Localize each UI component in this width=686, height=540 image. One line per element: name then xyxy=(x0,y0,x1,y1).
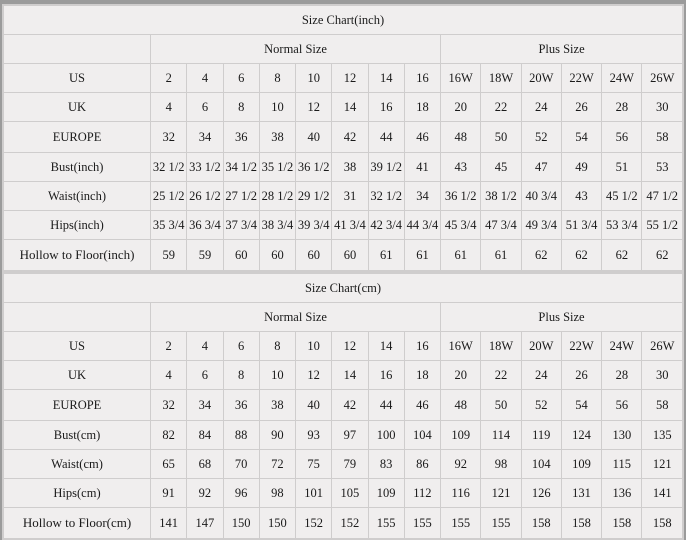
cell: 100 xyxy=(368,421,404,450)
cell: 121 xyxy=(642,450,683,479)
cell: 44 3/4 xyxy=(404,211,440,240)
chart-title: Size Chart(inch) xyxy=(4,6,683,35)
cell: 114 xyxy=(481,421,521,450)
cell: 6 xyxy=(187,93,223,122)
cell: 42 xyxy=(332,390,368,421)
cell: 68 xyxy=(187,450,223,479)
cell: 4 xyxy=(187,64,223,93)
cell: 30 xyxy=(642,93,683,122)
cell: 26 1/2 xyxy=(187,182,223,211)
cell: 6 xyxy=(223,64,259,93)
cell: 60 xyxy=(296,240,332,271)
cell: 50 xyxy=(481,390,521,421)
cell: 26W xyxy=(642,332,683,361)
cell: 155 xyxy=(441,508,481,539)
table-row xyxy=(4,479,683,508)
cell: 2 xyxy=(151,64,187,93)
cell: 116 xyxy=(441,479,481,508)
cell: 61 xyxy=(404,240,440,271)
cell: 14 xyxy=(332,93,368,122)
cell: 155 xyxy=(481,508,521,539)
cell: 34 1/2 xyxy=(223,153,259,182)
cell: 121 xyxy=(481,479,521,508)
cell: 92 xyxy=(441,450,481,479)
cell: 16 xyxy=(368,361,404,390)
cell: 12 xyxy=(296,361,332,390)
cell: 22 xyxy=(481,361,521,390)
cell: 38 xyxy=(259,122,295,153)
group-header-plus: Plus Size xyxy=(441,303,683,332)
cell: 126 xyxy=(521,479,561,508)
cell: 115 xyxy=(602,450,642,479)
cell: 12 xyxy=(332,64,368,93)
cell: 12 xyxy=(332,332,368,361)
cell: 33 1/2 xyxy=(187,153,223,182)
cell: 39 3/4 xyxy=(296,211,332,240)
row-label: Waist(inch) xyxy=(4,182,151,211)
cell: 158 xyxy=(521,508,561,539)
cell: 10 xyxy=(296,332,332,361)
cell: 20 xyxy=(441,361,481,390)
cell: 97 xyxy=(332,421,368,450)
cell: 152 xyxy=(332,508,368,539)
cell: 14 xyxy=(368,332,404,361)
cell: 10 xyxy=(296,64,332,93)
table-row xyxy=(4,508,683,539)
table-row xyxy=(4,361,683,390)
cell: 16W xyxy=(441,64,481,93)
cell: 51 3/4 xyxy=(561,211,601,240)
cell: 109 xyxy=(441,421,481,450)
chart-group-header-row xyxy=(4,35,683,64)
chart-title-row xyxy=(4,274,683,303)
group-header-normal: Normal Size xyxy=(151,303,441,332)
cell: 88 xyxy=(223,421,259,450)
cell: 93 xyxy=(296,421,332,450)
cell: 131 xyxy=(561,479,601,508)
cell: 56 xyxy=(602,390,642,421)
cell: 109 xyxy=(368,479,404,508)
cell: 86 xyxy=(404,450,440,479)
cell: 46 xyxy=(404,390,440,421)
row-label: Waist(cm) xyxy=(4,450,151,479)
table-row xyxy=(4,240,683,271)
cell: 8 xyxy=(259,332,295,361)
cell: 75 xyxy=(296,450,332,479)
cell: 53 xyxy=(642,153,683,182)
cell: 61 xyxy=(441,240,481,271)
cell: 45 xyxy=(481,153,521,182)
cell: 29 1/2 xyxy=(296,182,332,211)
cell: 16 xyxy=(404,332,440,361)
cell: 104 xyxy=(404,421,440,450)
cell: 60 xyxy=(223,240,259,271)
cell: 36 1/2 xyxy=(296,153,332,182)
cell: 72 xyxy=(259,450,295,479)
cell: 34 xyxy=(404,182,440,211)
row-label: Hollow to Floor(inch) xyxy=(4,240,151,271)
cell: 50 xyxy=(481,122,521,153)
cell: 84 xyxy=(187,421,223,450)
cell: 98 xyxy=(481,450,521,479)
cell: 155 xyxy=(404,508,440,539)
cell: 37 3/4 xyxy=(223,211,259,240)
cell: 96 xyxy=(223,479,259,508)
group-header-normal: Normal Size xyxy=(151,35,441,64)
cell: 8 xyxy=(223,361,259,390)
cell: 119 xyxy=(521,421,561,450)
cell: 26W xyxy=(642,64,683,93)
table-row xyxy=(4,93,683,122)
cell: 41 3/4 xyxy=(332,211,368,240)
cell: 32 1/2 xyxy=(151,153,187,182)
cell: 109 xyxy=(561,450,601,479)
cell: 130 xyxy=(602,421,642,450)
cell: 70 xyxy=(223,450,259,479)
cell: 35 3/4 xyxy=(151,211,187,240)
cell: 34 xyxy=(187,122,223,153)
cell: 62 xyxy=(642,240,683,271)
cell: 2 xyxy=(151,332,187,361)
cell: 61 xyxy=(481,240,521,271)
cell: 25 1/2 xyxy=(151,182,187,211)
cell: 152 xyxy=(296,508,332,539)
cell: 36 1/2 xyxy=(441,182,481,211)
cell: 45 3/4 xyxy=(441,211,481,240)
cell: 10 xyxy=(259,93,295,122)
cell: 135 xyxy=(642,421,683,450)
cell: 79 xyxy=(332,450,368,479)
cell: 32 xyxy=(151,122,187,153)
cell: 53 3/4 xyxy=(602,211,642,240)
row-label: EUROPE xyxy=(4,390,151,421)
cell: 101 xyxy=(296,479,332,508)
cell: 20 xyxy=(441,93,481,122)
cell: 32 xyxy=(151,390,187,421)
cell: 10 xyxy=(259,361,295,390)
cell: 40 xyxy=(296,122,332,153)
cell: 141 xyxy=(642,479,683,508)
cell: 40 3/4 xyxy=(521,182,561,211)
cell: 60 xyxy=(332,240,368,271)
cell: 48 xyxy=(441,390,481,421)
row-label-header xyxy=(4,35,151,64)
cell: 59 xyxy=(151,240,187,271)
cell: 150 xyxy=(259,508,295,539)
cell: 38 xyxy=(259,390,295,421)
cell: 35 1/2 xyxy=(259,153,295,182)
cell: 42 xyxy=(332,122,368,153)
table-row xyxy=(4,421,683,450)
cell: 141 xyxy=(151,508,187,539)
cell: 36 xyxy=(223,390,259,421)
cell: 91 xyxy=(151,479,187,508)
cell: 31 xyxy=(332,182,368,211)
cell: 47 1/2 xyxy=(642,182,683,211)
cell: 60 xyxy=(259,240,295,271)
cell: 49 3/4 xyxy=(521,211,561,240)
cell: 38 xyxy=(332,153,368,182)
cell: 4 xyxy=(187,332,223,361)
cell: 24 xyxy=(521,93,561,122)
cell: 38 3/4 xyxy=(259,211,295,240)
cell: 47 xyxy=(521,153,561,182)
cell: 20W xyxy=(521,64,561,93)
table-row xyxy=(4,122,683,153)
cell: 22W xyxy=(561,64,601,93)
table-row xyxy=(4,390,683,421)
cell: 58 xyxy=(642,122,683,153)
cell: 6 xyxy=(187,361,223,390)
cell: 34 xyxy=(187,390,223,421)
cell: 155 xyxy=(368,508,404,539)
row-label: Hollow to Floor(cm) xyxy=(4,508,151,539)
group-header-plus: Plus Size xyxy=(441,35,683,64)
cell: 28 xyxy=(602,361,642,390)
size-chart-inch-table xyxy=(3,5,683,271)
cell: 62 xyxy=(602,240,642,271)
cell: 14 xyxy=(332,361,368,390)
cell: 45 1/2 xyxy=(602,182,642,211)
cell: 22W xyxy=(561,332,601,361)
cell: 55 1/2 xyxy=(642,211,683,240)
row-label: US xyxy=(4,64,151,93)
cell: 150 xyxy=(223,508,259,539)
cell: 8 xyxy=(223,93,259,122)
cell: 59 xyxy=(187,240,223,271)
cell: 158 xyxy=(602,508,642,539)
cell: 39 1/2 xyxy=(368,153,404,182)
table-row xyxy=(4,450,683,479)
cell: 40 xyxy=(296,390,332,421)
cell: 54 xyxy=(561,122,601,153)
row-label: Hips(cm) xyxy=(4,479,151,508)
cell: 16W xyxy=(441,332,481,361)
cell: 20W xyxy=(521,332,561,361)
table-row xyxy=(4,64,683,93)
table-row xyxy=(4,153,683,182)
table-row xyxy=(4,182,683,211)
table-row xyxy=(4,211,683,240)
cell: 8 xyxy=(259,64,295,93)
cell: 90 xyxy=(259,421,295,450)
row-label-header xyxy=(4,303,151,332)
cell: 158 xyxy=(642,508,683,539)
cell: 83 xyxy=(368,450,404,479)
cell: 105 xyxy=(332,479,368,508)
cell: 104 xyxy=(521,450,561,479)
cell: 52 xyxy=(521,122,561,153)
cell: 14 xyxy=(368,64,404,93)
cell: 16 xyxy=(368,93,404,122)
cell: 62 xyxy=(561,240,601,271)
cell: 36 xyxy=(223,122,259,153)
size-chart-cm-table xyxy=(3,273,683,539)
cell: 16 xyxy=(404,64,440,93)
size-chart-inch xyxy=(2,4,684,272)
table-row xyxy=(4,332,683,361)
cell: 43 xyxy=(561,182,601,211)
cell: 22 xyxy=(481,93,521,122)
cell: 147 xyxy=(187,508,223,539)
cell: 32 1/2 xyxy=(368,182,404,211)
cell: 4 xyxy=(151,361,187,390)
cell: 30 xyxy=(642,361,683,390)
row-label: UK xyxy=(4,361,151,390)
cell: 24W xyxy=(602,64,642,93)
cell: 6 xyxy=(223,332,259,361)
cell: 44 xyxy=(368,122,404,153)
cell: 24W xyxy=(602,332,642,361)
cell: 28 1/2 xyxy=(259,182,295,211)
chart-title-row xyxy=(4,6,683,35)
cell: 46 xyxy=(404,122,440,153)
cell: 42 3/4 xyxy=(368,211,404,240)
cell: 112 xyxy=(404,479,440,508)
row-label: UK xyxy=(4,93,151,122)
cell: 49 xyxy=(561,153,601,182)
cell: 51 xyxy=(602,153,642,182)
cell: 124 xyxy=(561,421,601,450)
cell: 65 xyxy=(151,450,187,479)
cell: 56 xyxy=(602,122,642,153)
cell: 52 xyxy=(521,390,561,421)
chart-group-header-row xyxy=(4,303,683,332)
cell: 18W xyxy=(481,332,521,361)
cell: 136 xyxy=(602,479,642,508)
cell: 28 xyxy=(602,93,642,122)
chart-title: Size Chart(cm) xyxy=(4,274,683,303)
row-label: EUROPE xyxy=(4,122,151,153)
cell: 36 3/4 xyxy=(187,211,223,240)
size-chart-cm xyxy=(2,272,684,540)
cell: 47 3/4 xyxy=(481,211,521,240)
cell: 61 xyxy=(368,240,404,271)
cell: 98 xyxy=(259,479,295,508)
cell: 54 xyxy=(561,390,601,421)
cell: 44 xyxy=(368,390,404,421)
row-label: Bust(inch) xyxy=(4,153,151,182)
cell: 41 xyxy=(404,153,440,182)
cell: 26 xyxy=(561,361,601,390)
cell: 92 xyxy=(187,479,223,508)
cell: 18W xyxy=(481,64,521,93)
cell: 62 xyxy=(521,240,561,271)
cell: 26 xyxy=(561,93,601,122)
cell: 43 xyxy=(441,153,481,182)
row-label: Bust(cm) xyxy=(4,421,151,450)
cell: 12 xyxy=(296,93,332,122)
cell: 18 xyxy=(404,361,440,390)
cell: 4 xyxy=(151,93,187,122)
row-label: US xyxy=(4,332,151,361)
cell: 58 xyxy=(642,390,683,421)
row-label: Hips(inch) xyxy=(4,211,151,240)
cell: 18 xyxy=(404,93,440,122)
cell: 82 xyxy=(151,421,187,450)
cell: 48 xyxy=(441,122,481,153)
cell: 27 1/2 xyxy=(223,182,259,211)
cell: 24 xyxy=(521,361,561,390)
cell: 158 xyxy=(561,508,601,539)
cell: 38 1/2 xyxy=(481,182,521,211)
